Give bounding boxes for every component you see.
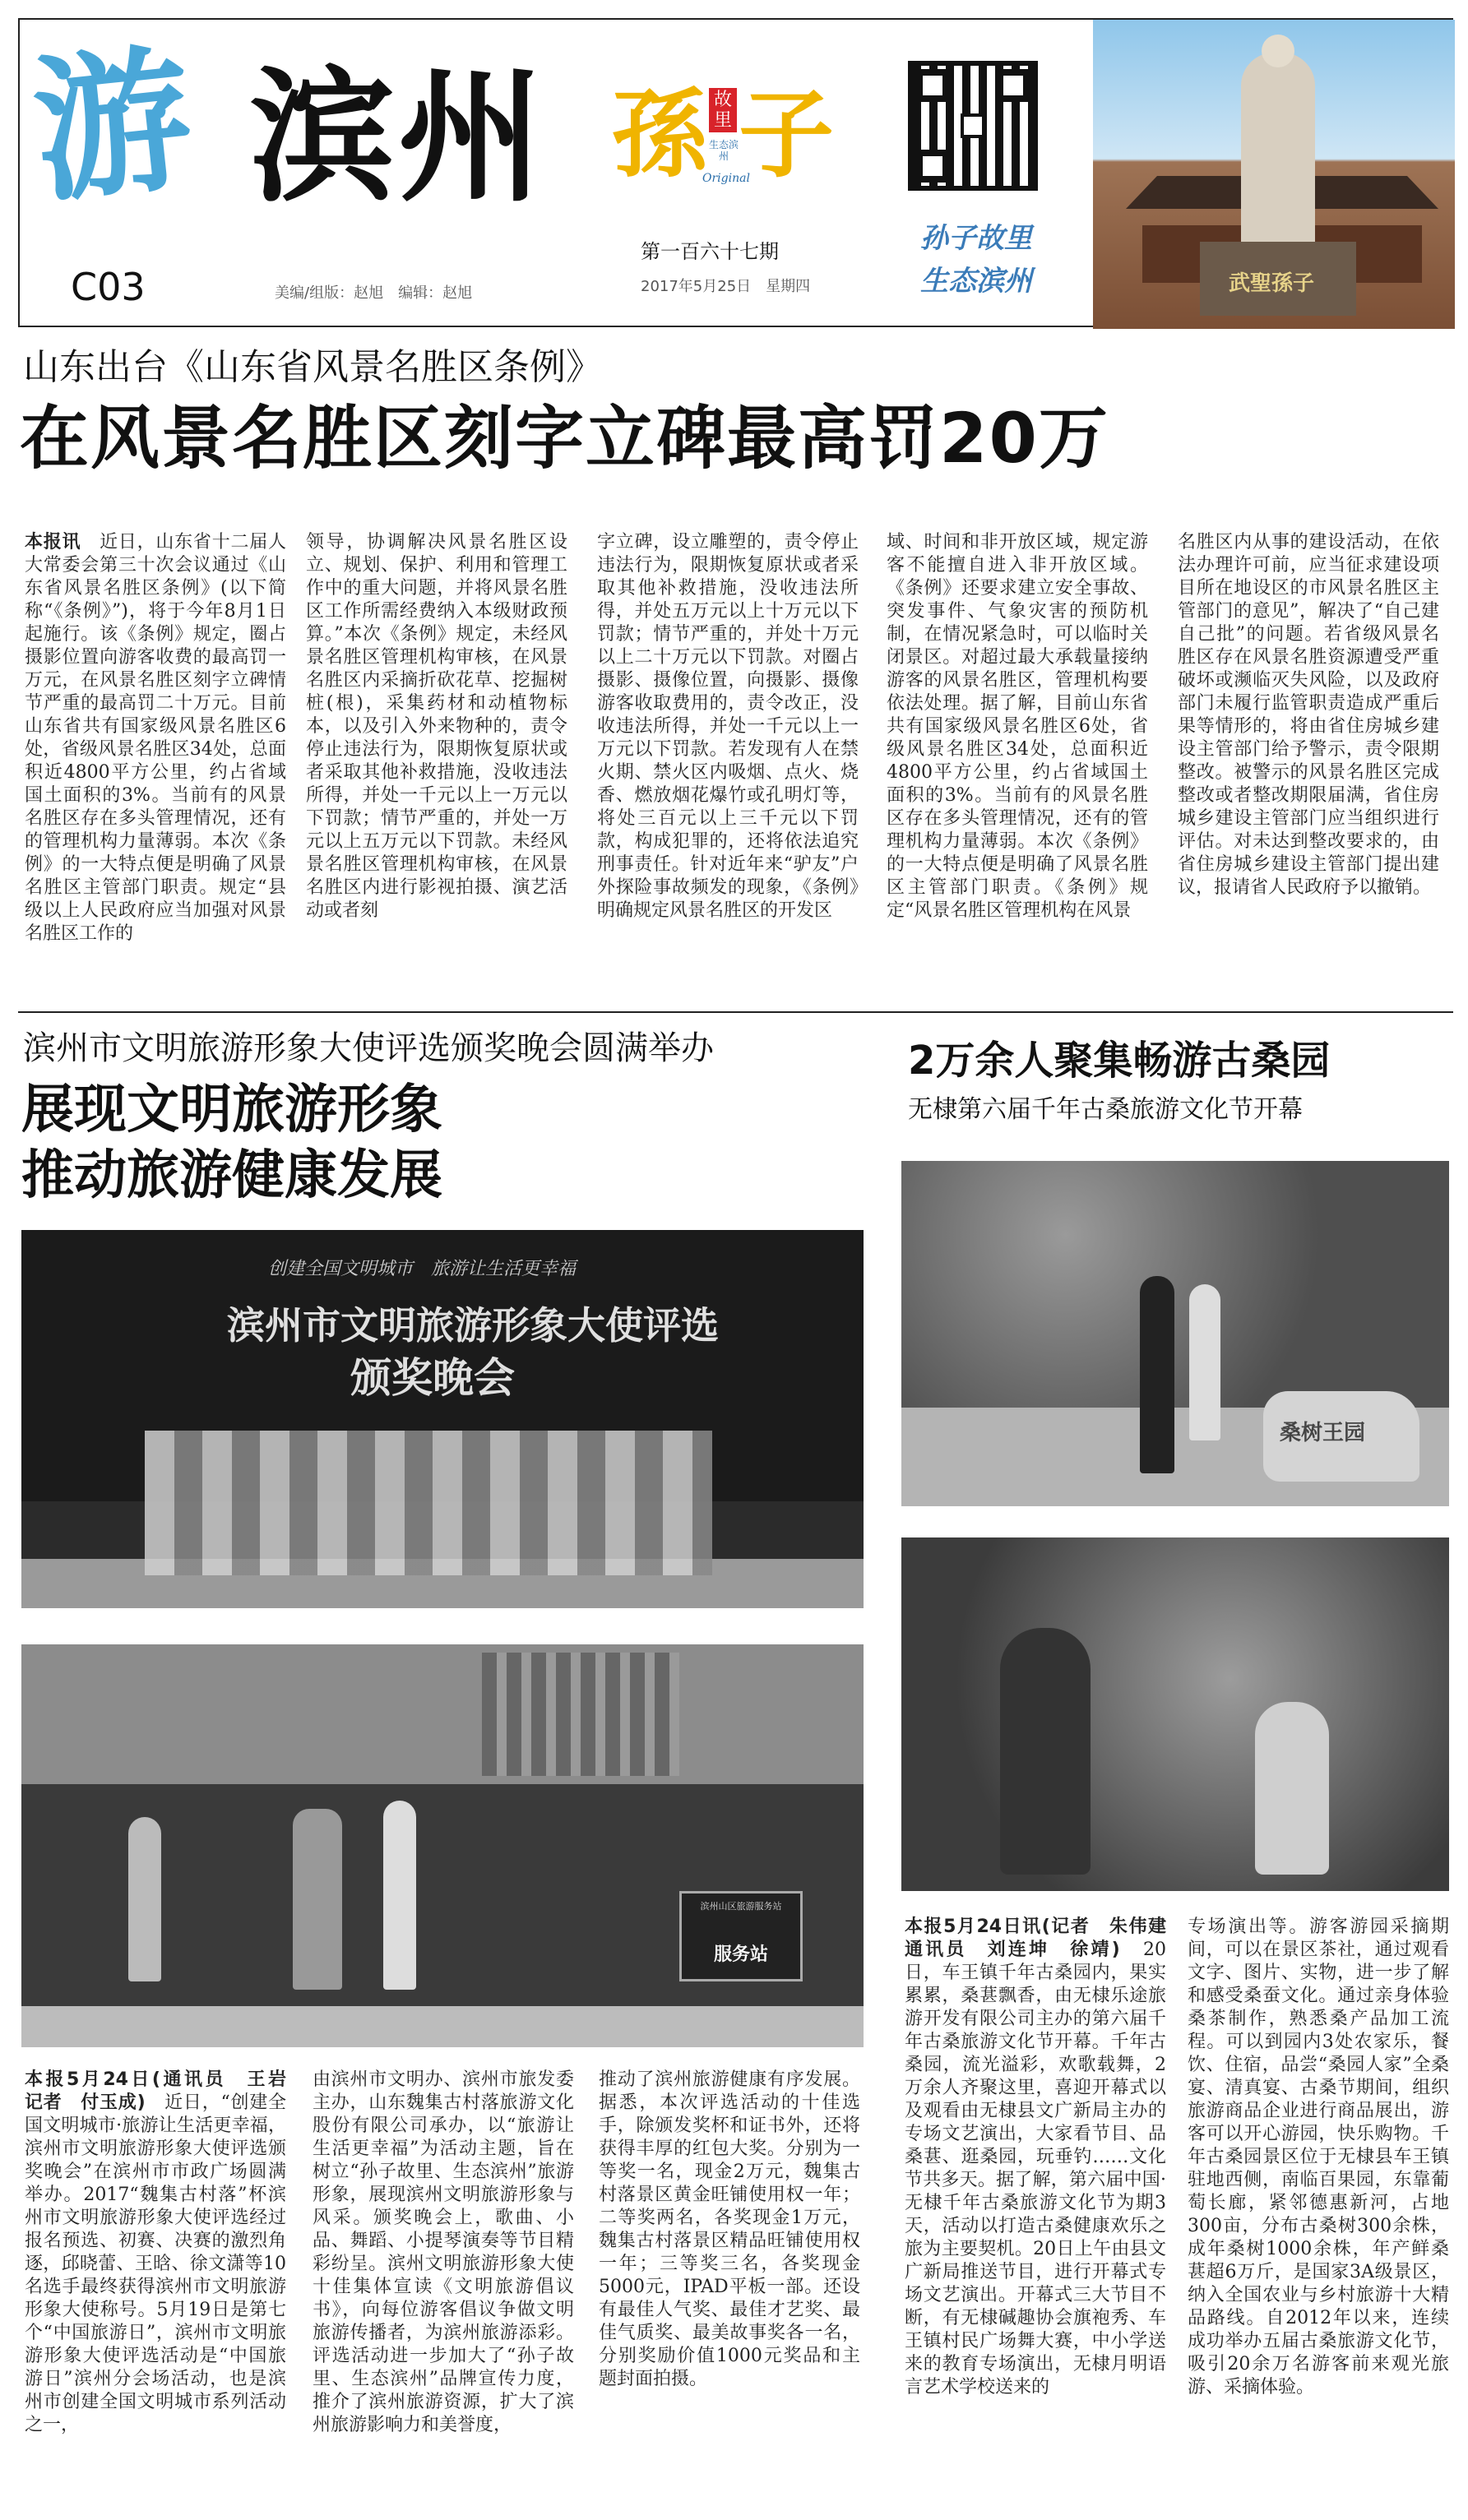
brand-char-sun: 孫 <box>612 79 707 191</box>
story1-column-1 <box>25 531 286 992</box>
story1-text-1: 近日，山东省十二届人大常委会第三十次会议通过《山东省风景名胜区条例》(以下简称“《条例》”)，将于今年8月1日起施行。该《条例》规定，圈占摄影位置向游客收费的最高罚一万元，在风景名胜区刻字立碑情节严重的最高罚二十万元。目前山东省共有国家级风景名胜区6处，省级风景名胜区34处，总面积近4800平方公里，约占省域国土面积的3%。当前有的风景名胜区存在多头管理情况，还有的管理机构力量薄弱。本次《条例》的一大特点便是明确了风景名胜区主管部门职责。规定“县级以上人民政府应当加强对风景名胜区工作的 <box>25 532 286 944</box>
logo-binzhou: 滨州 <box>250 52 547 222</box>
issue-number: 第一百六十七期 <box>641 240 779 263</box>
stage-title-1: 滨州市文明旅游形象大使评选 <box>227 1303 719 1348</box>
story1-column-2: 领导，协调解决风景名胜区设立、规划、保护、利用和管理工作中的重大问题，并将风景名胜区工作所需经费纳入本级财政预算。”本次《条例》规定，未经风景名胜区管理机构审核，在风景名胜区内采摘折砍花草、挖掘树桩(根)，采集药材和动植物标本，以及引入外来物种的，责令停止违法行为，限期恢复原状或者采取其他补救措施，没收违法所得，并处一千元以上一万元以下罚款；情节严重的，并处一万元以上五万元以下罚款。未经风景名胜区管理机构审核，在风景名胜区内进行影视拍摄、演艺活动或者刻 <box>306 532 567 921</box>
story2-headline-1: 展现文明旅游形象 <box>21 1080 442 1140</box>
story3-headline: 2万余人聚集畅游古桑园 <box>908 1038 1331 1084</box>
brand-logo <box>612 81 834 221</box>
header-photo-sunzi-statue <box>1093 20 1455 329</box>
editor-line: 美编/组版：赵旭 编辑：赵旭 <box>275 284 473 302</box>
story3-subhead: 无棣第六届千年古桑旅游文化节开幕 <box>908 1095 1303 1124</box>
story1-column-3: 字立碑，设立雕塑的，责令停止违法行为，限期恢复原状或者采取其他补救措施，没收违法所得，并处五万元以上十万元以下罚款；情节严重的，并处十万元以上二十万元以下罚款。对圈占摄影、摄像位置，向摄影、摄像游客收取费用的，责令改正，没收违法所得，并处一千元以上一万元以下罚款。若发现有人在禁火期、禁火区内吸烟、点火、烧香、燃放烟花爆竹或孔明灯等，将处三百元以上三千元以下罚款，构成犯罪的，还将依法追究刑事责任。针对近年来“驴友”户外探险事故频发的现象，《条例》明确规定风景名胜区的开发区 <box>597 532 859 921</box>
qr-code <box>908 61 1038 191</box>
story1-column-4: 域、时间和非开放区域，规定游客不能擅自进入非开放区域。《条例》还要求建立安全事故、突发事件、气象灾害的预防机制，在情况紧急时，可以临时关闭景区。对超过最大承载量接纳游客的风景名胜区，管理机构要依法处理。据了解，目前山东省共有国家级风景名胜区6处，省级风景名胜区34处，总面积近4800平方公里，约占省域国土面积的3%。当前有的风景名胜区存在多头管理情况，还有的管理机构力量薄弱。本次《条例》的一大特点便是明确了风景名胜区主管部门职责。《条例》规定“风景名胜区管理机构在风景 <box>887 532 1148 921</box>
section-divider <box>18 1011 1453 1013</box>
service-sign: 服务站 <box>713 1944 768 1965</box>
story3-byline: 本报5月24日讯(记者 朱伟建 通讯员 刘连坤 徐靖) <box>905 1917 1185 1960</box>
photo-mulberry-garden <box>901 1161 1449 1506</box>
service-sign-top: 滨州山区旅游服务站 <box>700 1901 782 1912</box>
story2-byline: 本报5月24日(通讯员 王岩 记者 付玉成) <box>25 2069 305 2113</box>
story1-byline: 本报讯 <box>25 532 81 553</box>
page-number: C03 <box>71 265 146 309</box>
story3-column-1 <box>905 1916 1185 2508</box>
story1-column-5: 名胜区内从事的建设活动，在依法办理许可前，应当征求建设项目所在地设区的市风景名胜区主管部门的意见”，解决了“自己建自己批”的问题。若省级风景名胜区存在风景名胜资源遭受严重破坏或濒临灭失风险，以及政府部门未履行监管职责造成严重后果等情形的，将由省住房城乡建设主管部门给予警示，责令限期整改。被警示的风景名胜区完成整改或者整改期限届满，省住房城乡建设主管部门应当组织进行评估。对未达到整改要求的，由省住房城乡建设主管部门提出建议，报请省人民政府予以撤销。 <box>1178 532 1439 898</box>
story2-headline-2: 推动旅游健康发展 <box>21 1145 442 1206</box>
story2-column-3: 推动了滨州旅游健康有序发展。据悉，本次评选活动的十佳选手，除颁发奖杯和证书外，还将获得丰厚的红包大奖。分别为一等奖一名，现金2万元，魏集古村落景区黄金旺铺使用权一年；二等奖两名，各奖现金1万元，魏集古村落景区精品旺铺使用权一年；三等奖三名，各奖现金5000元，IPAD平板一部。还设有最佳人气奖、最佳才艺奖、最佳气质奖、最美故事奖各一名，分别奖励价值1000元奖品和主题封面拍摄。 <box>599 2069 860 2389</box>
masthead <box>18 18 1453 327</box>
slogan: 孙子故里 生态滨州 <box>920 222 1032 298</box>
brand-small-original: Original <box>702 172 750 185</box>
story3-column-2: 专场演出等。游客游园采摘期间，可以在景区茶社，通过观看文字、图片、实物，进一步了解和感受桑蚕文化。通过亲身体验桑茶制作，熟悉桑产品加工流程。可以到园内3处农家乐，餐饮、住宿，品尝“桑园人家”全桑宴、清真宴、古桑节期间，组织旅游商品企业进行商品展出，游客可以开心游园，快乐购物。千年古桑园景区位于无棣县车王镇驻地西侧，南临百果园，东靠葡萄长廊，紧邻德惠新河，占地300亩，分布古桑树300余株，成年桑树1000余株，年产鲜桑葚超6万斤，是国家3A级景区，纳入全国农业与乡村旅游十大精品路线。自2012年以来，连续成功举办五届古桑旅游文化节，吸引20余万名游客前来观光旅游、采摘体验。 <box>1188 1917 1449 2397</box>
story2-kicker: 滨州市文明旅游形象大使评选颁奖晚会圆满举办 <box>23 1029 714 1067</box>
brand-char-zi: 子 <box>739 79 834 191</box>
story1-headline: 在风景名胜区刻字立碑最高罚20万 <box>20 398 1109 479</box>
photo-children-picking <box>901 1537 1449 1891</box>
photo-award-ceremony <box>21 1230 864 1608</box>
story2-text-1: 近日，“创建全国文明城市·旅游让生活更幸福，滨州市文明旅游形象大使评选颁奖晚会”在滨州市市政广场圆满举办。2017“魏集古村落”杯滨州市文明旅游形象大使评选经过报名预选、初赛、决赛的激烈角逐，邱晓蕾、王晗、徐文潇等10名选手最终获得滨州市文明旅游形象大使称号。5月19日是第七个“中国旅游日”，滨州市文明旅游形象大使评选活动是“中国旅游日”滨州分会场活动，也是滨州市创建全国文明城市系列活动之一， <box>25 2092 286 2435</box>
stage-banner: 创建全国文明城市 旅游让生活更幸福 <box>268 1259 577 1279</box>
stage-title-2: 颁奖晚会 <box>350 1353 515 1402</box>
story1-kicker: 山东出台《山东省风景名胜区条例》 <box>23 346 602 388</box>
brand-small-shengtai: 生态滨州 <box>709 139 739 162</box>
garden-stone: 桑树王园 <box>1280 1421 1366 1445</box>
brand-small-guli: 故里 <box>709 88 737 132</box>
logo-you: 游 <box>25 27 196 225</box>
story2-column-2: 由滨州市文明办、滨州市旅发委主办，山东魏集古村落旅游文化股份有限公司承办，以“旅游让生活更幸福”为活动主题，旨在树立“孙子故里、生态滨州”旅游形象，展现滨州文明旅游形象与风采。颁奖晚会上，歌曲、小品、舞蹈、小提琴演奏等节目精彩纷呈。滨州文明旅游形象大使十佳集体宣读《文明旅游倡议书》，向每位游客倡议争做文明旅游传播者，为滨州旅游添彩。评选活动进一步加大了“孙子故里、生态滨州”品牌宣传力度，推介了滨州旅游资源，扩大了滨州旅游影响力和美誉度， <box>313 2069 574 2435</box>
issue-date: 2017年5月25日 星期四 <box>641 278 811 295</box>
statue-plaque: 武聖孫子 <box>1229 271 1315 296</box>
story3-text-1: 20日，车王镇千年古桑园内，果实累累，桑葚飘香，由无棣乐途旅游开发有限公司主办的第六届千年古桑旅游文化节开幕。千年古桑园，流光溢彩，欢歌载舞，2万余人齐聚这里，喜迎开幕式以及观看由无棣县文广新局主办的专场文艺演出，大家看节目、品桑葚、逛桑园，玩垂钓……文化节共多天。据了解，第六届中国·无棣千年古桑旅游文化节为期3天，活动以打造古桑健康欢乐之旅为主要契机。20日上午由县文广新局推送节目，进行开幕式专场文艺演出。开幕式三大节目不断，有无棣碱趣协会旗袍秀、车王镇村民广场舞大赛，中小学送来的教育专场演出，无棣月明语言艺术学校送来的 <box>905 1940 1166 2397</box>
story2-column-1 <box>25 2069 305 2504</box>
photo-stage-performance <box>21 1644 864 2047</box>
